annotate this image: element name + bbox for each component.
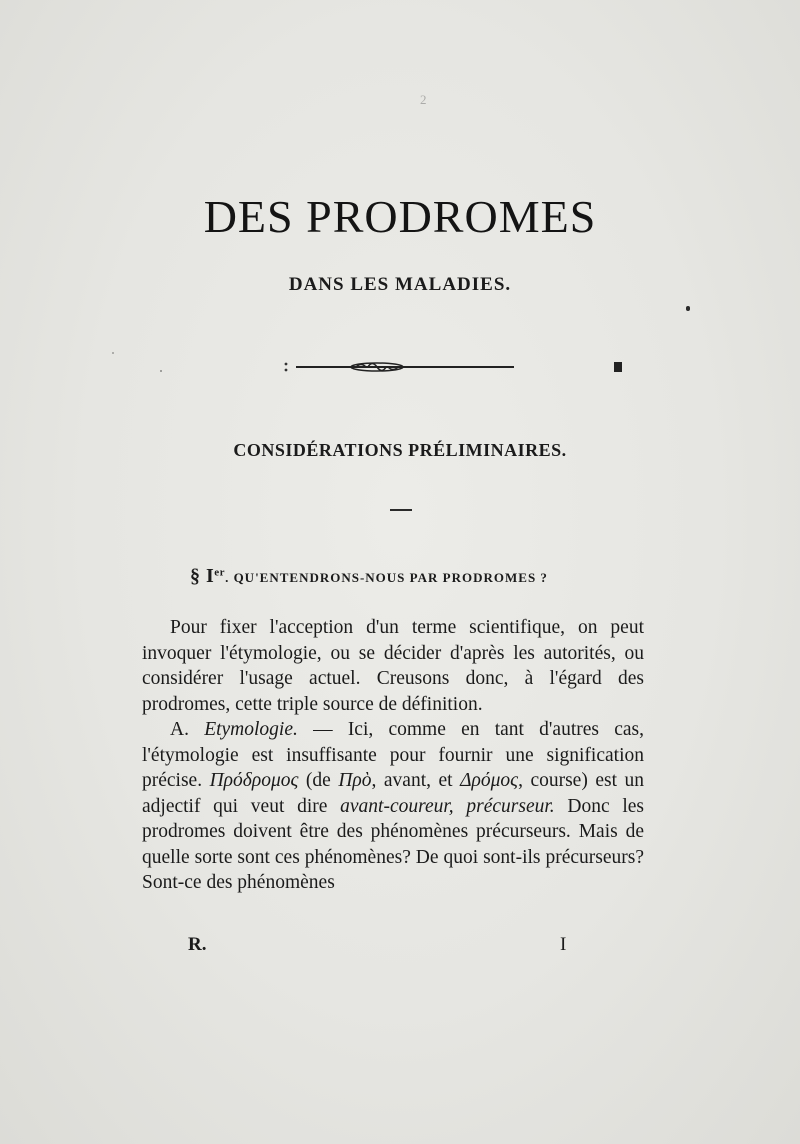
paragraph-text: , course) est un adjectif qui veut dire bbox=[142, 770, 644, 817]
decorative-rule-ornament bbox=[282, 356, 622, 378]
short-divider bbox=[390, 509, 412, 511]
section-title: CONSIDÉRATIONS PRÉLIMINAIRES. bbox=[233, 440, 567, 460]
paragraph-1: Pour fixer l'acception d'un terme scientifique, on peut invoquer l'étymologie, ou se décider d'après les autorités, ou considérer l'usage actuel. Creusons donc, à l'égard des prodromes, cette triple source de définition. bbox=[142, 617, 644, 715]
paragraph-heading bbox=[190, 565, 548, 588]
page-mark: 2 bbox=[420, 92, 427, 107]
section-number: § I bbox=[190, 565, 215, 587]
greek-word: Δρόμος bbox=[460, 770, 519, 791]
page-number: I bbox=[560, 934, 567, 955]
greek-word: Πρόδρομος bbox=[209, 770, 299, 791]
ink-speck bbox=[112, 352, 114, 354]
heading-text: . QU'ENTENDRONS-NOUS PAR PRODROMES ? bbox=[225, 570, 548, 585]
signature-mark: R. bbox=[188, 934, 207, 955]
paragraph-label: A. bbox=[170, 719, 189, 740]
section-superscript: er bbox=[214, 566, 226, 579]
page-title: DES PRODROMES bbox=[203, 191, 597, 242]
ink-speck bbox=[160, 370, 162, 372]
page-subtitle: DANS LES MALADIES. bbox=[288, 274, 512, 295]
body-text bbox=[142, 615, 644, 896]
italic-definition: avant-coureur, précurseur. bbox=[340, 795, 555, 817]
paragraph-text: Donc les prodromes doivent être des phénomènes précurseurs. Mais de quelle sorte sont ces phénomènes? De quoi sont-ils précurseurs? Sont-ce des phénomènes bbox=[142, 795, 644, 893]
paragraph-text: (de bbox=[298, 770, 339, 791]
paragraph-text: , avant, et bbox=[371, 770, 461, 791]
ink-speck bbox=[686, 306, 690, 311]
paragraph-label-italic: Etymologie. bbox=[204, 719, 298, 740]
paragraph-2 bbox=[142, 717, 644, 896]
paragraph-text: — Ici, comme en tant d'autres cas, l'étymologie est insuffisante pour fournir une signification précise. bbox=[142, 719, 644, 791]
greek-word: Πρὸ bbox=[338, 770, 372, 791]
